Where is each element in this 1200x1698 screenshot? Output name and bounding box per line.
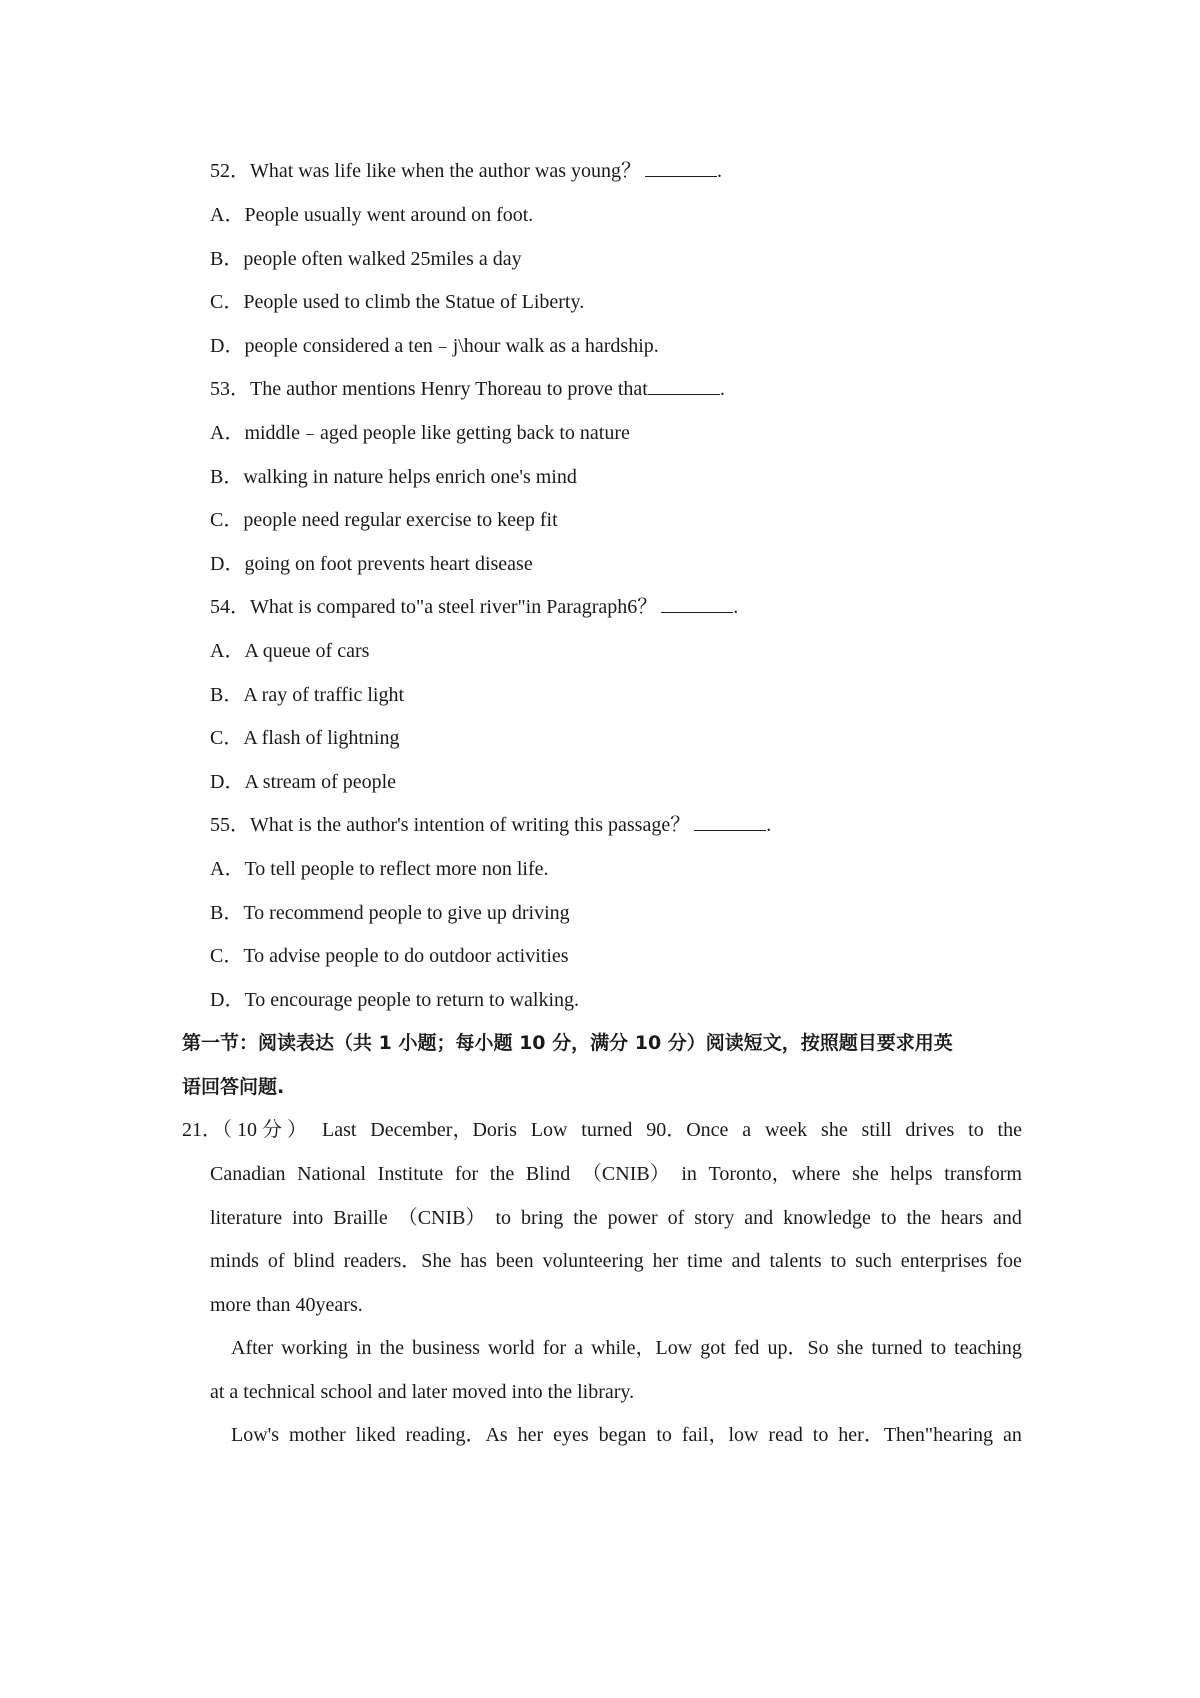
answer-blank <box>645 158 717 177</box>
question-21-number: 21．（ 10 分 ） <box>182 1119 307 1141</box>
option: A．A queue of cars <box>210 640 370 662</box>
answer-blank <box>661 594 733 613</box>
option: A．People usually went around on foot. <box>210 204 534 226</box>
passage-line <box>322 1116 1022 1144</box>
passage-line-text: Canadian National Institute for the Blind （CNIB） in Toronto，where she helps transform <box>210 1163 1022 1185</box>
question-end: . <box>733 596 739 618</box>
question-text: 53．The author mentions Henry Thoreau to prove that <box>210 378 648 400</box>
option: D．people considered a ten﹣j\hour walk as a hardship. <box>210 335 659 357</box>
option: D．To encourage people to return to walking. <box>210 989 580 1011</box>
question-52-stem <box>210 157 722 185</box>
question-53-stem <box>210 375 725 403</box>
passage-line <box>210 1204 1022 1232</box>
question-end: . <box>719 378 725 400</box>
answer-blank <box>694 812 766 831</box>
section-heading: 第一节：阅读表达（共 1 小题；每小题 10 分，满分 10 分）阅读短文，按照题目要求用英 <box>182 1032 953 1054</box>
question-end: . <box>766 814 772 836</box>
option: C．To advise people to do outdoor activities <box>210 945 569 967</box>
option: B．To recommend people to give up driving <box>210 902 570 924</box>
option: C．people need regular exercise to keep fit <box>210 509 558 531</box>
passage-line: After working in the business world for a while，Low got fed up．So she turned to teaching <box>231 1337 1022 1359</box>
answer-blank <box>648 376 720 395</box>
question-text: 52．What was life like when the author was young？ <box>210 160 642 182</box>
question-54-stem <box>210 593 738 621</box>
option: B．walking in nature helps enrich one's mind <box>210 466 577 488</box>
passage-line-text: literature into Braille （CNIB） to bring the power of story and knowledge to the hears and <box>210 1207 1022 1229</box>
passage-line: at a technical school and later moved into the library. <box>210 1381 635 1403</box>
option: C．People used to climb the Statue of Liberty. <box>210 291 585 313</box>
passage-line: Low's mother liked reading．As her eyes began to fail，low read to her．Then"hearing an <box>231 1424 1022 1446</box>
question-55-stem <box>210 811 771 839</box>
passage-line: more than 40years. <box>210 1294 363 1316</box>
question-text: 54．What is compared to"a steel river"in Paragraph6？ <box>210 596 658 618</box>
option: A．To tell people to reflect more non life. <box>210 858 549 880</box>
option: C．A flash of lightning <box>210 727 400 749</box>
passage-line <box>210 1160 1022 1188</box>
passage-line-text: minds of blind readers．She has been volunteering her time and talents to such enterprises foe <box>210 1250 1022 1272</box>
option: B．people often walked 25miles a day <box>210 248 522 270</box>
passage-line-text: Last December，Doris Low turned 90．Once a week she still drives to the <box>322 1119 1022 1141</box>
option: B．A ray of traffic light <box>210 684 405 706</box>
question-end: . <box>717 160 723 182</box>
section-heading-continued: 语回答问题. <box>182 1076 285 1098</box>
option: D．A stream of people <box>210 771 397 793</box>
option: D．going on foot prevents heart disease <box>210 553 533 575</box>
option: A．middle﹣aged people like getting back to nature <box>210 422 630 444</box>
passage-line <box>210 1247 1022 1275</box>
question-text: 55．What is the author's intention of writing this passage？ <box>210 814 691 836</box>
